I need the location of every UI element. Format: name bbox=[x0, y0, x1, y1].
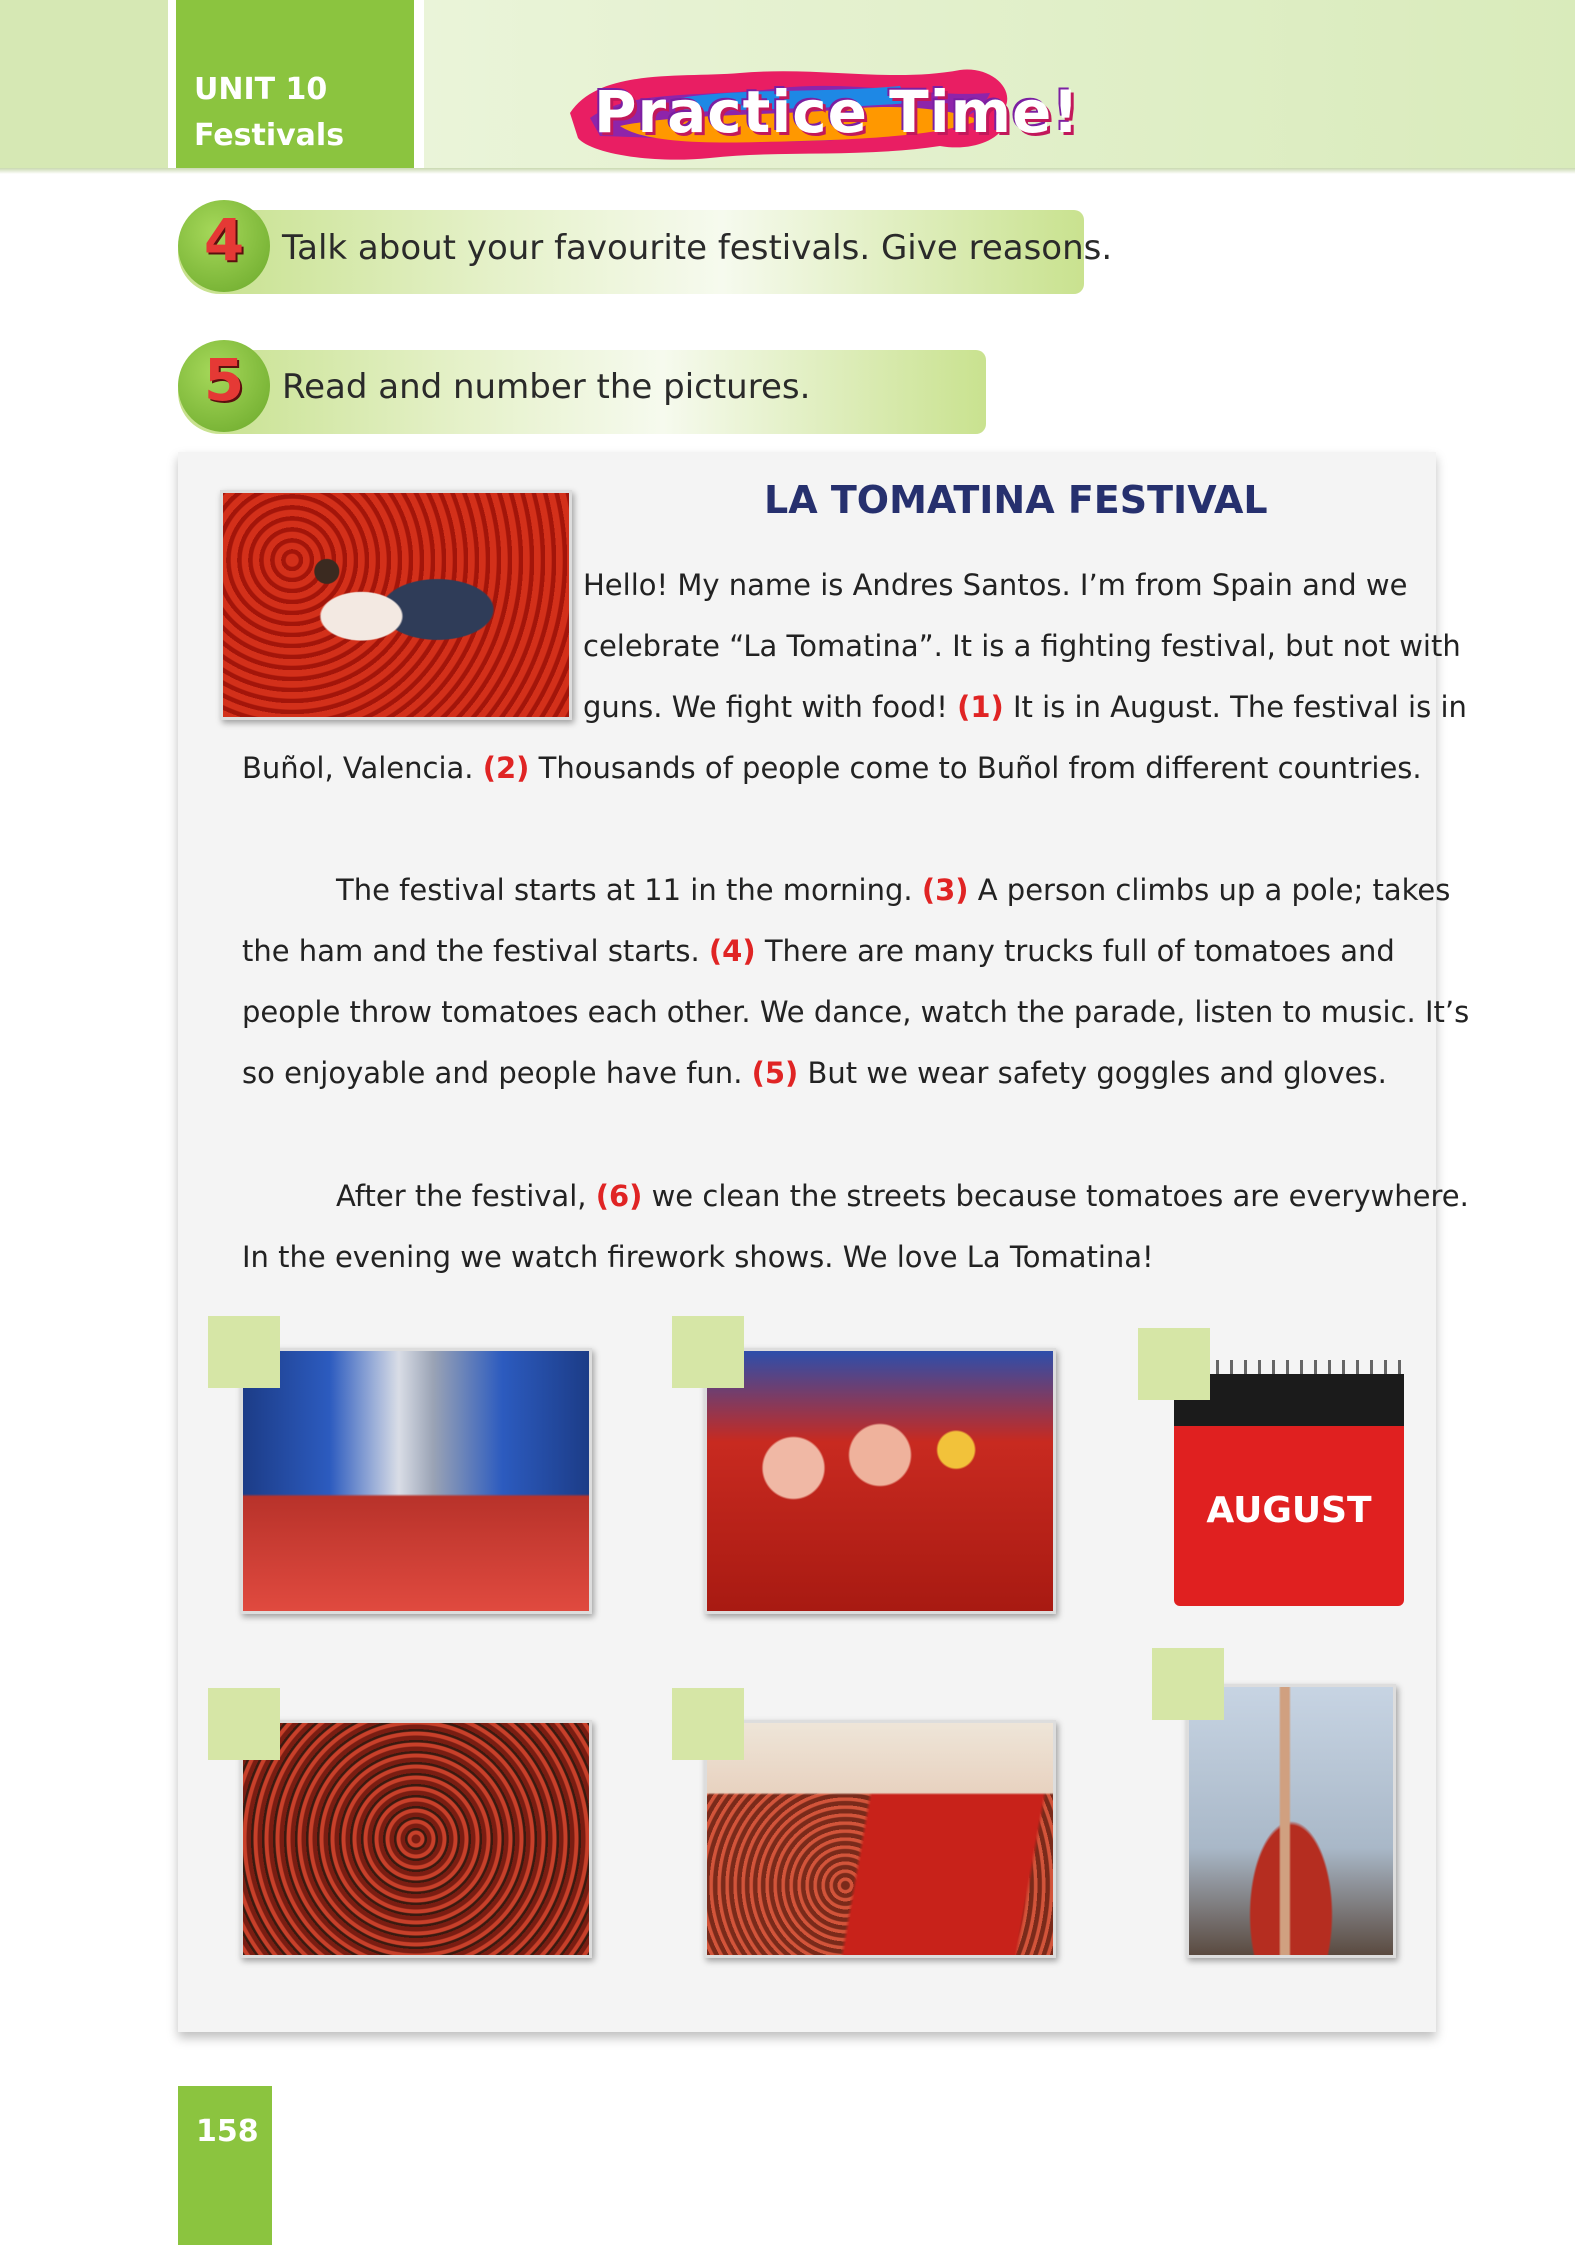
story-text: Thousands of people come to Buñol from different countries. bbox=[538, 751, 1422, 785]
unit-label-box bbox=[176, 0, 414, 168]
story-line: celebrate “La Tomatina”. It is a fighting festival, but not with bbox=[583, 629, 1461, 663]
activity-5-number: 5 bbox=[203, 346, 245, 414]
blank-marker-4: (4) bbox=[708, 934, 756, 968]
answer-box[interactable] bbox=[672, 1688, 744, 1760]
blank-marker-5: (5) bbox=[751, 1056, 799, 1090]
activity-5-instruction: Read and number the pictures. bbox=[282, 367, 811, 407]
practice-time-title: Practice Time! bbox=[594, 78, 1080, 146]
page-number-tab bbox=[178, 2086, 272, 2245]
answer-box[interactable] bbox=[208, 1688, 280, 1760]
story-line: Hello! My name is Andres Santos. I’m from Spain and we bbox=[583, 568, 1408, 602]
unit-topic: Festivals bbox=[194, 118, 345, 153]
blank-marker-6: (6) bbox=[595, 1179, 643, 1213]
page-number: 158 bbox=[196, 2114, 259, 2149]
header-left-band bbox=[0, 0, 168, 168]
story-text: A person climbs up a pole; takes bbox=[977, 873, 1451, 907]
story-line bbox=[242, 1043, 1387, 1104]
story-line bbox=[242, 738, 1422, 799]
blank-marker-2: (2) bbox=[482, 751, 530, 785]
story-text: It is in August. The festival is in bbox=[1013, 690, 1467, 724]
street-cleaning-photo bbox=[240, 1348, 592, 1614]
story-line bbox=[242, 921, 1395, 982]
story-text: But we wear safety goggles and gloves. bbox=[807, 1056, 1387, 1090]
unit-number: UNIT 10 bbox=[194, 72, 328, 107]
pole-climbing-photo bbox=[1186, 1684, 1396, 1958]
story-text: the ham and the festival starts. bbox=[242, 934, 700, 968]
crowd-photo bbox=[240, 1720, 592, 1958]
story-text: After the festival, bbox=[336, 1179, 587, 1213]
story-text: Buñol, Valencia. bbox=[242, 751, 474, 785]
calendar-month: AUGUST bbox=[1206, 1490, 1372, 1531]
story-line: people throw tomatoes each other. We dance, watch the parade, listen to music. It’s bbox=[242, 995, 1470, 1029]
header-divider bbox=[0, 168, 1575, 174]
blank-marker-1: (1) bbox=[957, 690, 1004, 724]
activity-4-number-badge bbox=[178, 200, 270, 292]
story-text: There are many trucks full of tomatoes and bbox=[764, 934, 1395, 968]
story-line bbox=[336, 1166, 1469, 1227]
boy-in-tomatoes-photo bbox=[220, 490, 572, 720]
story-text: The festival starts at 11 in the morning. bbox=[336, 873, 913, 907]
answer-box[interactable] bbox=[208, 1316, 280, 1388]
people-with-goggles-photo bbox=[704, 1348, 1056, 1614]
story-text: so enjoyable and people have fun. bbox=[242, 1056, 743, 1090]
story-text: we clean the streets because tomatoes are everywhere. bbox=[651, 1179, 1469, 1213]
story-text: guns. We fight with food! bbox=[583, 690, 948, 724]
august-calendar bbox=[1174, 1374, 1404, 1606]
answer-box[interactable] bbox=[672, 1316, 744, 1388]
answer-box[interactable] bbox=[1138, 1328, 1210, 1400]
activity-4-instruction: Talk about your favourite festivals. Give reasons. bbox=[282, 228, 1113, 268]
story-title: LA TOMATINA FESTIVAL bbox=[764, 478, 1268, 522]
activity-4-number: 4 bbox=[203, 206, 245, 274]
story-line: In the evening we watch firework shows. We love La Tomatina! bbox=[242, 1240, 1154, 1274]
activity-5-number-badge bbox=[178, 340, 270, 432]
story-line bbox=[583, 677, 1467, 738]
answer-box[interactable] bbox=[1152, 1648, 1224, 1720]
tomato-truck-photo bbox=[704, 1720, 1056, 1958]
blank-marker-3: (3) bbox=[921, 873, 969, 907]
story-line bbox=[336, 860, 1450, 921]
